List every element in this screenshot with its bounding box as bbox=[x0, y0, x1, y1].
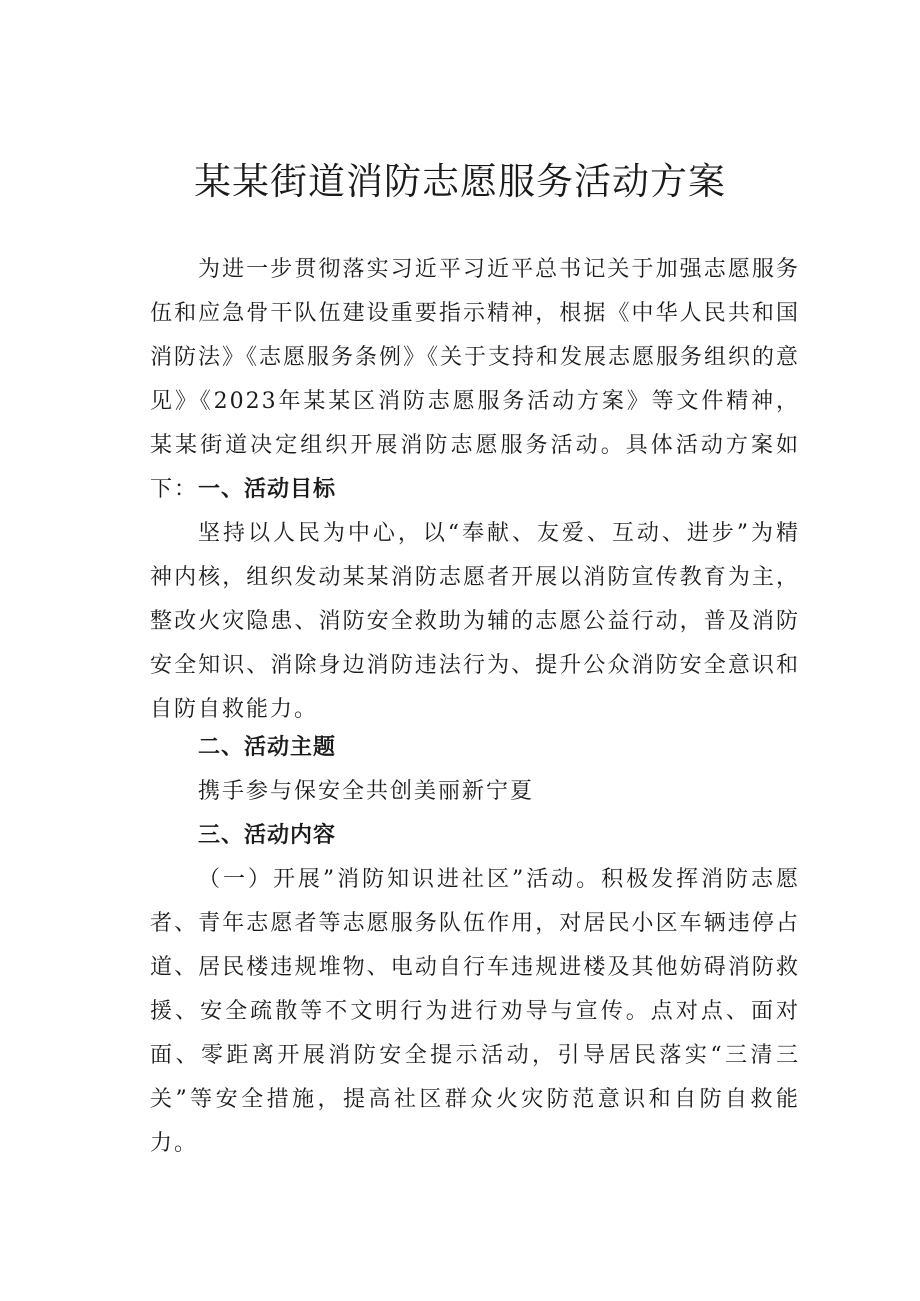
section-theme bbox=[150, 726, 800, 814]
section-heading-goals: 一、活动目标 bbox=[198, 477, 337, 502]
section-paragraph-goals: 坚持以人民为中心，以“奉献、友爱、互动、进步”为精神内核，组织发动某某消防志愿者开展以消防宣传教育为主，整改火灾隐患、消防安全救助为辅的志愿公益行动，普及消防安全知识、消除身边消防违法行为、提升公众消防安全意识和自防自救能力。 bbox=[150, 521, 800, 722]
section-content bbox=[150, 814, 800, 1166]
section-heading-theme: 二、活动主题 bbox=[198, 735, 337, 760]
section-heading-content: 三、活动内容 bbox=[198, 823, 337, 848]
intro-paragraph: 为进一步贯彻落实习近平习近平总书记关于加强志愿服务伍和应急骨干队伍建设重要指示精神，根据《中华人民共和国消防法》《志愿服务条例》《关于支持和发展志愿服务组织的意见》《2023年某某区消防志愿服务活动方案》等文件精神，某某街道决定组织开展消防志愿服务活动。具体活动方案如下： bbox=[150, 257, 801, 502]
section-paragraph-content: （一）开展”消防知识进社区”活动。积极发挥消防志愿者、青年志愿者等志愿服务队伍作用，对居民小区车辆违停占道、居民楼违规堆物、电动自行车违规进楼及其他妨碍消防救援、安全疏散等不文明行为进行劝导与宣传。点对点、面对面、零距离开展消防安全提示活动，引导居民落实“三清三关”等安全措施，提高社区群众火灾防范意识和自防自救能力。 bbox=[150, 867, 800, 1156]
section-goals bbox=[150, 468, 800, 732]
section-paragraph-theme: 携手参与保安全共创美丽新宁夏 bbox=[198, 779, 535, 804]
document-title: 某某街道消防志愿服务活动方案 bbox=[194, 160, 726, 203]
